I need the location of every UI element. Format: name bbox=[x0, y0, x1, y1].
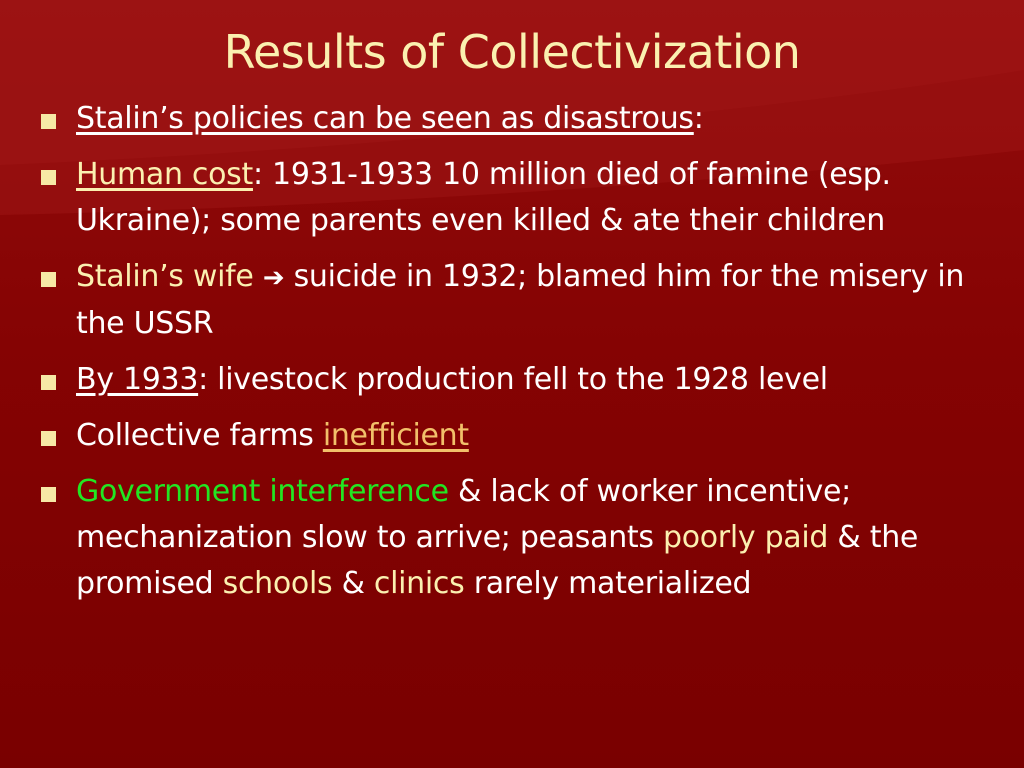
arrow-right-icon: ➔ bbox=[262, 263, 285, 293]
bullet-government-interference bbox=[38, 469, 998, 607]
bullet-government-text-4: rarely materialized bbox=[464, 566, 752, 601]
bullet-policies-text: : bbox=[693, 101, 704, 136]
square-bullet-icon bbox=[41, 431, 56, 446]
bullet-government-poorly-paid: poorly paid bbox=[662, 520, 829, 555]
bullet-by-1933 bbox=[38, 357, 998, 403]
square-bullet-icon bbox=[41, 114, 56, 129]
bullet-by-1933-heading: By 1933 bbox=[76, 362, 199, 397]
bullet-stalins-wife-text: suicide in 1932; blamed him for the misery in the USSR bbox=[76, 259, 965, 341]
bullet-list bbox=[38, 96, 998, 617]
bullet-human-cost-heading: Human cost bbox=[76, 157, 253, 192]
slide-title: Results of Collectivization bbox=[223, 25, 801, 79]
square-bullet-icon bbox=[41, 272, 56, 287]
square-bullet-icon bbox=[41, 487, 56, 502]
bullet-government-text-2: & the promised bbox=[76, 520, 919, 601]
bullet-collective-farms-text: Collective farms bbox=[76, 418, 323, 453]
bullet-collective-farms bbox=[38, 413, 998, 459]
bullet-government-interference-heading: Government interference bbox=[76, 474, 449, 509]
bullet-stalins-wife bbox=[38, 254, 998, 347]
bullet-collective-farms-inefficient: inefficient bbox=[322, 418, 469, 453]
bullet-government-text-3: & bbox=[332, 566, 374, 601]
bullet-policies bbox=[38, 96, 998, 142]
bullet-human-cost bbox=[38, 152, 998, 244]
bullet-human-cost-text: : 1931-1933 10 million died of famine (esp. Ukraine); some parents even killed & ate their children bbox=[76, 157, 891, 238]
bullet-government-clinics: clinics bbox=[373, 566, 465, 601]
bullet-policies-heading: Stalin’s policies can be seen as disastrous bbox=[76, 101, 694, 136]
bullet-government-text-1: & lack of worker incentive; mechanization slow to arrive; peasants bbox=[76, 474, 851, 555]
bullet-government-schools: schools bbox=[222, 566, 333, 601]
square-bullet-icon bbox=[41, 170, 56, 185]
square-bullet-icon bbox=[41, 375, 56, 390]
bullet-stalins-wife-heading: Stalin’s wife bbox=[76, 259, 254, 294]
bullet-by-1933-text: : livestock production fell to the 1928 level bbox=[198, 362, 828, 397]
